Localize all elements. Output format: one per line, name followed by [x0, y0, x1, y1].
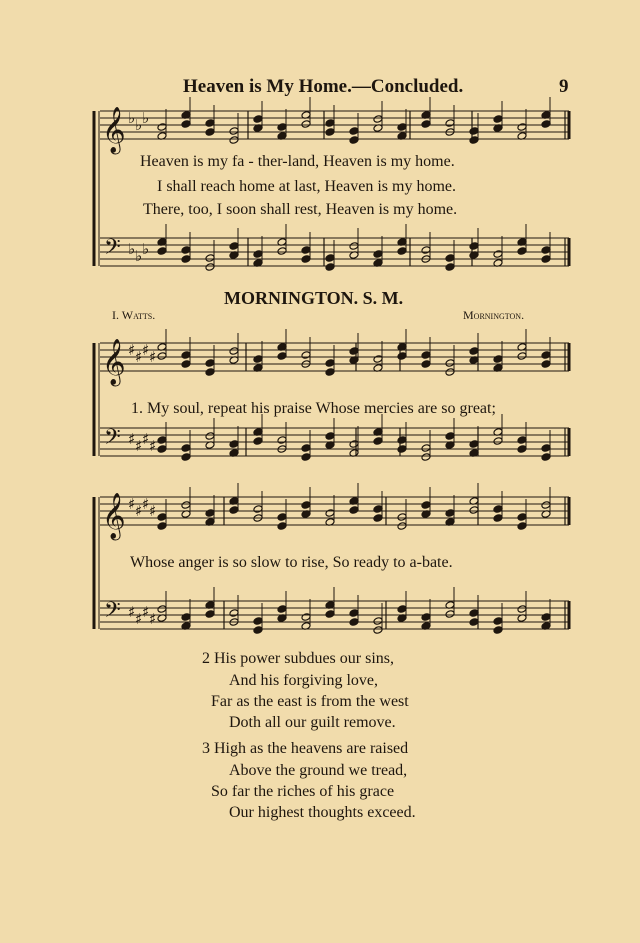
note-head: [325, 119, 335, 128]
note-head: [301, 613, 311, 622]
note-head: [253, 617, 263, 626]
note-head: [349, 242, 359, 251]
note-head: [301, 120, 311, 129]
note-head: [517, 605, 527, 614]
sharp-icon: ♯: [135, 437, 143, 455]
note-head: [301, 246, 311, 255]
note-head: [277, 123, 287, 132]
note-head: [277, 605, 287, 614]
sharp-icon: ♯: [135, 610, 143, 628]
sharp-icon: ♯: [128, 495, 136, 513]
note-head: [277, 513, 287, 522]
note-head: [181, 351, 191, 360]
note-head: [445, 610, 455, 619]
note-head: [421, 453, 431, 462]
note-head: [325, 263, 335, 272]
note-head: [349, 618, 359, 627]
note-head: [397, 445, 407, 454]
note-head: [349, 347, 359, 356]
sharp-icon: ♯: [149, 437, 157, 455]
note-head: [517, 352, 527, 361]
note-head: [373, 437, 383, 446]
note-head: [373, 514, 383, 523]
note-head: [373, 505, 383, 514]
sharp-icon: ♯: [128, 603, 136, 621]
note-head: [421, 246, 431, 255]
sharp-icon: ♯: [149, 610, 157, 628]
note-head: [253, 626, 263, 635]
note-head: [541, 351, 551, 360]
note-head: [157, 436, 167, 445]
note-head: [493, 626, 503, 635]
note-head: [493, 514, 503, 523]
note-head: [253, 355, 263, 364]
note-head: [493, 505, 503, 514]
note-head: [277, 522, 287, 531]
verse-2-line-1: 2 His power subdues our sins,: [202, 650, 394, 667]
note-head: [541, 501, 551, 510]
note-head: [253, 437, 263, 446]
note-head: [517, 436, 527, 445]
note-head: [517, 445, 527, 454]
hymn1-lyric-line-1: Heaven is my fa - ther-land, Heaven is my home.: [140, 153, 455, 170]
note-head: [325, 432, 335, 441]
sharp-icon: ♯: [142, 430, 150, 448]
note-head: [373, 626, 383, 635]
note-head: [517, 247, 527, 256]
note-head: [301, 444, 311, 453]
note-head: [181, 246, 191, 255]
hymn2-lyric-line-2: Whose anger is so slow to rise, So ready to a-bate.: [130, 554, 453, 571]
note-head: [421, 613, 431, 622]
note-head: [541, 453, 551, 462]
note-head: [325, 610, 335, 619]
note-head: [541, 255, 551, 264]
note-head: [373, 115, 383, 124]
note-head: [205, 359, 215, 368]
note-head: [445, 254, 455, 263]
note-head: [325, 368, 335, 377]
flat-icon: ♭: [135, 116, 143, 134]
treble-clef-icon: 𝄞: [102, 493, 126, 539]
page-heading: Heaven is My Home.—Concluded.: [183, 76, 464, 97]
note-head: [157, 513, 167, 522]
note-head: [205, 263, 215, 272]
note-head: [469, 136, 479, 145]
note-head: [349, 506, 359, 515]
note-head: [349, 136, 359, 145]
verse-3-line-2: Above the ground we tread,: [229, 762, 408, 779]
note-head: [157, 522, 167, 531]
note-head: [157, 123, 167, 132]
verse-2-line-3: Far as the east is from the west: [211, 693, 409, 710]
note-head: [205, 368, 215, 377]
note-head: [541, 360, 551, 369]
page-number: 9: [559, 76, 569, 97]
verse-2-line-2: And his forgiving love,: [229, 672, 379, 689]
note-head: [157, 352, 167, 361]
note-head: [301, 351, 311, 360]
note-head: [229, 127, 239, 136]
bass-clef-icon: 𝄢: [104, 425, 121, 455]
flat-icon: ♭: [128, 109, 136, 127]
note-head: [397, 513, 407, 522]
note-head: [445, 359, 455, 368]
note-head: [181, 120, 191, 129]
sharp-icon: ♯: [142, 341, 150, 359]
note-head: [253, 115, 263, 124]
note-head: [493, 115, 503, 124]
note-head: [325, 128, 335, 137]
note-head: [397, 605, 407, 614]
note-head: [445, 368, 455, 377]
note-head: [397, 247, 407, 256]
sharp-icon: ♯: [142, 495, 150, 513]
bass-clef-icon: 𝄢: [104, 235, 121, 265]
note-head: [541, 120, 551, 129]
sharp-icon: ♯: [142, 603, 150, 621]
sharp-icon: ♯: [135, 502, 143, 520]
note-head: [253, 250, 263, 259]
hymn2-tune: Mornington.: [463, 308, 525, 322]
note-head: [325, 509, 335, 518]
note-head: [205, 119, 215, 128]
note-head: [373, 355, 383, 364]
note-head: [277, 436, 287, 445]
note-head: [325, 254, 335, 263]
note-head: [421, 360, 431, 369]
note-head: [469, 242, 479, 251]
note-head: [229, 242, 239, 251]
note-head: [397, 436, 407, 445]
hymn1-lyric-line-3: There, too, I soon shall rest, Heaven is my home.: [143, 201, 458, 218]
note-head: [349, 127, 359, 136]
note-head: [301, 255, 311, 264]
note-head: [157, 445, 167, 454]
note-head: [421, 351, 431, 360]
note-head: [229, 347, 239, 356]
note-head: [541, 246, 551, 255]
note-head: [517, 513, 527, 522]
note-head: [157, 605, 167, 614]
note-head: [349, 609, 359, 618]
verse-3-line-4: Our highest thoughts exceed.: [229, 804, 416, 821]
flat-icon: ♭: [142, 109, 150, 127]
note-head: [157, 247, 167, 256]
sharp-icon: ♯: [128, 430, 136, 448]
note-head: [205, 254, 215, 263]
note-head: [445, 119, 455, 128]
flat-icon: ♭: [142, 240, 150, 258]
note-head: [205, 509, 215, 518]
note-head: [181, 444, 191, 453]
note-head: [493, 617, 503, 626]
hymn1-lyric-line-2: I shall reach home at last, Heaven is my home.: [157, 178, 457, 195]
sharp-icon: ♯: [128, 341, 136, 359]
note-head: [205, 128, 215, 137]
flat-icon: ♭: [128, 240, 136, 258]
verse-3-line-1: 3 High as the heavens are raised: [202, 740, 409, 757]
note-head: [397, 522, 407, 531]
treble-clef-icon: 𝄞: [102, 107, 126, 153]
note-head: [301, 501, 311, 510]
note-head: [445, 432, 455, 441]
note-head: [517, 522, 527, 531]
note-head: [493, 355, 503, 364]
note-head: [541, 613, 551, 622]
sharp-icon: ♯: [149, 348, 157, 366]
hymn2-lyric-line-1: 1. My soul, repeat his praise Whose mercies are so great;: [131, 400, 496, 417]
note-head: [349, 440, 359, 449]
note-head: [301, 453, 311, 462]
treble-clef-icon: 𝄞: [102, 339, 126, 385]
note-head: [325, 359, 335, 368]
note-head: [181, 613, 191, 622]
note-head: [253, 505, 263, 514]
note-head: [277, 247, 287, 256]
verse-2-line-4: Doth all our guilt remove.: [229, 714, 396, 731]
bass-clef-icon: 𝄢: [104, 598, 121, 628]
hymn2-author: I. Watts.: [112, 308, 156, 322]
note-head: [517, 123, 527, 132]
note-head: [445, 509, 455, 518]
note-head: [229, 506, 239, 515]
flat-icon: ♭: [135, 247, 143, 265]
note-head: [205, 432, 215, 441]
note-head: [277, 352, 287, 361]
note-head: [469, 127, 479, 136]
note-head: [181, 501, 191, 510]
note-head: [397, 123, 407, 132]
note-head: [229, 609, 239, 618]
note-head: [205, 610, 215, 619]
verse-3-line-3: So far the riches of his grace: [211, 783, 395, 800]
note-head: [181, 453, 191, 462]
note-head: [181, 255, 191, 264]
note-head: [397, 352, 407, 361]
note-head: [421, 444, 431, 453]
note-head: [541, 444, 551, 453]
note-head: [445, 263, 455, 272]
note-head: [421, 501, 431, 510]
note-head: [229, 440, 239, 449]
sharp-icon: ♯: [135, 348, 143, 366]
note-head: [229, 136, 239, 145]
note-head: [373, 617, 383, 626]
note-head: [373, 250, 383, 259]
note-head: [181, 360, 191, 369]
sharp-icon: ♯: [149, 502, 157, 520]
hymn2-title: MORNINGTON. S. M.: [224, 288, 404, 308]
note-head: [493, 437, 503, 446]
note-head: [493, 250, 503, 259]
note-head: [421, 120, 431, 129]
